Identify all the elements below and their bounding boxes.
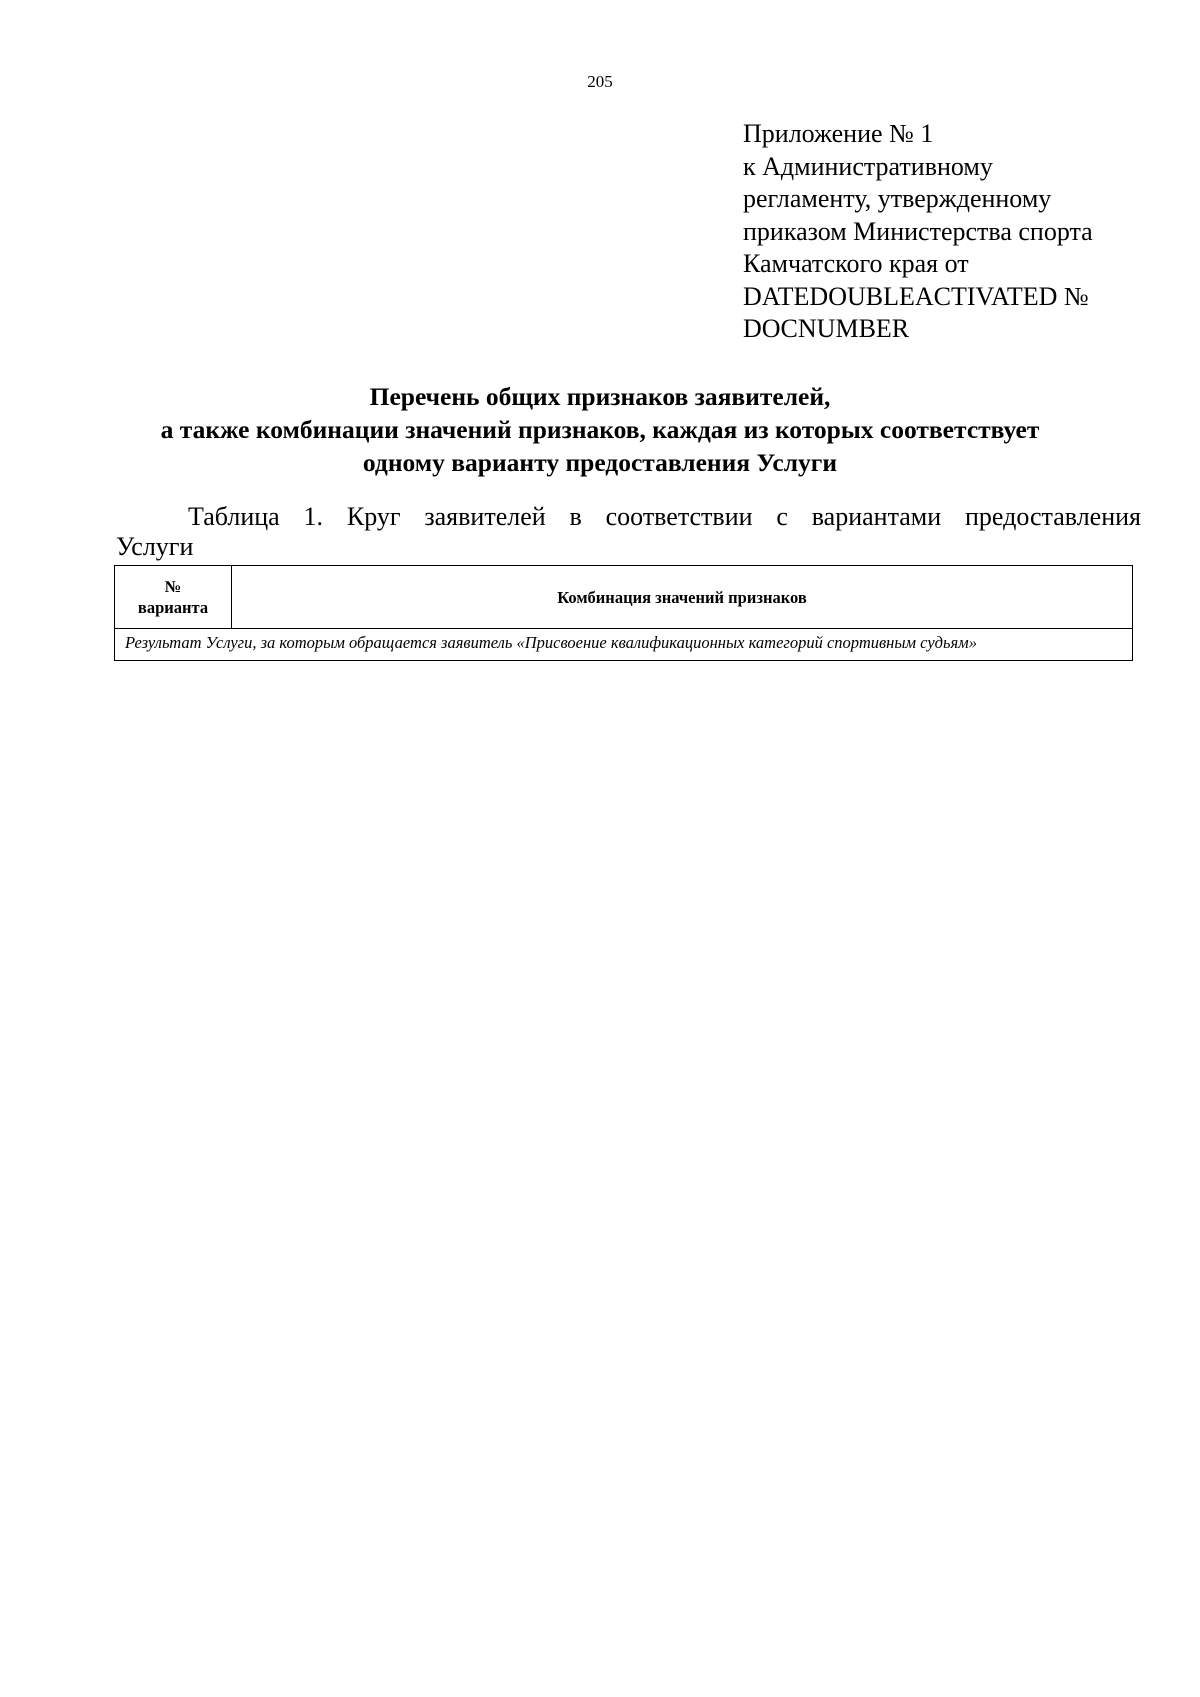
appendix-block <box>743 118 1173 346</box>
appendix-line: DATEDOUBLEACTIVATED № <box>743 281 1089 311</box>
appendix-line: Камчатского края от <box>743 249 969 278</box>
variants-table <box>114 565 1133 661</box>
appendix-line: DOCNUMBER <box>743 314 910 343</box>
result-row-cell: Результат Услуги, за которым обращается заявитель «Присвоение квалификационных категорий спортивным судьям» <box>115 629 1133 661</box>
table-row <box>115 629 1133 661</box>
appendix-line: регламенту, утвержденному <box>743 184 1052 213</box>
header-num-label: варианта <box>137 598 209 617</box>
document-title <box>100 380 1100 479</box>
table-caption: Таблица 1. Круг заявителей в соответствии с вариантами предоставления <box>188 502 1141 531</box>
header-combination: Комбинация значений признаков <box>232 566 1133 629</box>
header-variant-number <box>115 566 232 629</box>
page-number: 205 <box>587 72 613 91</box>
appendix-line: к Административному <box>743 151 993 181</box>
title-line: одному варианту предоставления Услуги <box>362 448 838 477</box>
header-num-symbol: № <box>164 577 182 596</box>
appendix-line: Приложение № 1 <box>743 119 934 148</box>
title-line: Перечень общих признаков заявителей, <box>369 382 831 411</box>
title-line: а также комбинации значений признаков, каждая из которых соответствует <box>160 415 1040 444</box>
appendix-line: приказом Министерства спорта <box>743 216 1093 246</box>
table-header-row <box>115 566 1133 629</box>
table-caption-continuation: Услуги <box>116 532 194 561</box>
